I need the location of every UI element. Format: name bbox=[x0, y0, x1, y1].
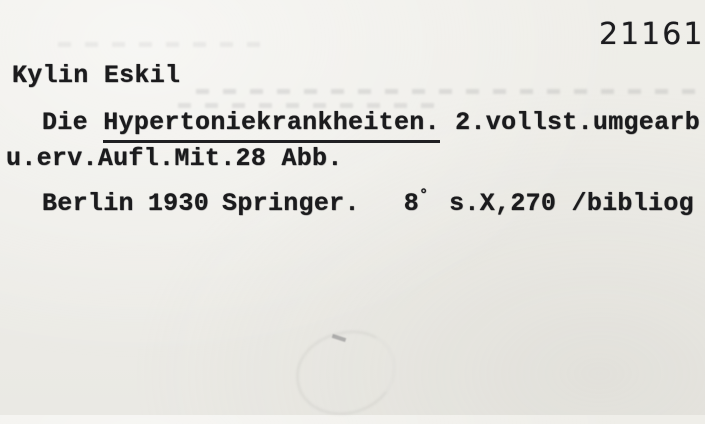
author-heading: Kylin Eskil bbox=[12, 61, 181, 90]
imprint-format bbox=[404, 189, 428, 218]
format-degree-mark: ° bbox=[419, 187, 429, 204]
ink-bleed-marks-row1 bbox=[196, 89, 701, 94]
accession-number-stamp: 21161 bbox=[599, 17, 705, 52]
title-edition-statement: 2.vollst.umgearb bbox=[439, 108, 701, 137]
title-underlined-word: Hypertoniekrankheiten. bbox=[103, 110, 440, 143]
imprint-publisher: Springer. bbox=[222, 189, 360, 218]
imprint-line bbox=[42, 188, 694, 216]
imprint-year: 1930 bbox=[147, 189, 210, 218]
title-line-1 bbox=[42, 110, 700, 143]
imprint-place: Berlin bbox=[42, 189, 134, 218]
title-line-2: u.erv.Aufl.Mit.28 Abb. bbox=[6, 144, 343, 173]
format-number: 8 bbox=[403, 189, 420, 218]
ink-bleed-marks-row2 bbox=[178, 103, 444, 108]
ink-bleed-marks-top bbox=[58, 42, 263, 47]
imprint-collation: s.X,270 /bibliog bbox=[449, 189, 694, 218]
title-prefix: Die bbox=[42, 108, 104, 137]
